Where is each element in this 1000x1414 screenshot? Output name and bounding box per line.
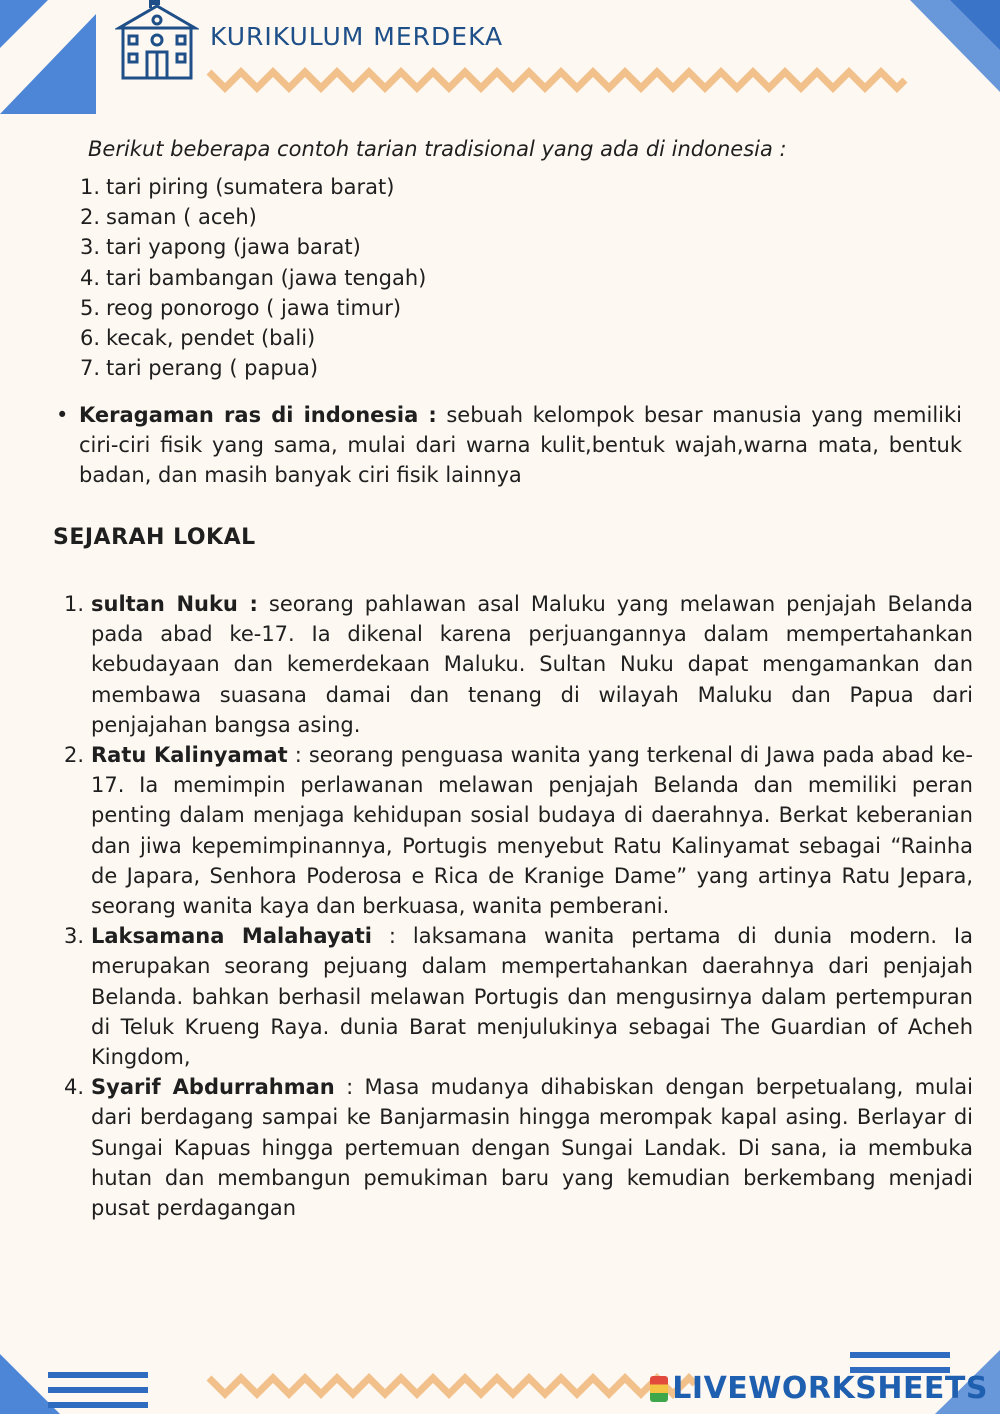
list-item: 3. tari yapong (jawa barat) [80,235,361,260]
list-item: 1. tari piring (sumatera barat) [80,175,395,199]
page-title: KURIKULUM MERDEKA [210,22,504,51]
top-zigzag-border [205,66,910,94]
list-item: 4. Syarif Abdurrahman : Masa mudanya dihabiskan dengan berpetualang, mulai dari berdagang sampai ke Banjarmasin hingga merompak kapal asing. Berlayar di Sungai Kapuas hingga pertemuan dengan Sungai Landak. Di sana, ia membuka hutan dan membangun pemukiman baru yang kemudian berkembang menjadi pusat perdagangan [64,1075,973,1221]
dance-list [80,172,426,383]
hero-description: seorang pahlawan asal Maluku yang melawan penjajah Belanda pada abad ke-17. Ia dikenal karena perjuangannya dalam mempertahankan kebudayaan dan kemerdekaan Maluku. Sultan Nuku dapat mengamankan dan membawa suasana damai dan tenang di wilayah Maluku dan Papua dari penjajahan bangsa asing. [91,592,973,737]
intro-text: Berikut beberapa contoh tarian tradisional yang ada di indonesia : [88,137,787,161]
list-item: 5. reog ponorogo ( jawa timur) [80,295,402,320]
list-item: 2. Ratu Kalinyamat : seorang penguasa wanita yang terkenal di Jawa pada abad ke-17. Ia memimpin perlawanan melawan penjajah Belanda dan memiliki peran penting dalam menjaga kehidupan sosial budaya di daerahnya. Berkat keberanian dan jiwa kepemimpinannya, Portugis menyebut Ratu Kalinyamat sebagai “Rainha de Japara, Senhora Poderosa e Rica de Kranige Dame” yang artinya Ratu Jepara, seorang wanita kaya dan berkuasa, wanita pemberani. [64,743,973,919]
hero-description: : Masa mudanya dihabiskan dengan berpetualang, mulai dari berdagang sampai ke Banjarmasin hingga merompak kapal asing. Berlayar di Sungai Kapuas hingga pertemuan dengan Sungai Landak. Di sana, ia membuka hutan dan membangun pemukiman baru yang kemudian berkembang menjadi pusat perdagangan [91,1075,973,1221]
list-item: 6. kecak, pendet (bali) [80,325,316,350]
sejarah-list [64,589,973,1223]
list-item: 1. sultan Nuku : seorang pahlawan asal Maluku yang melawan penjajah Belanda pada abad ke-17. Ia dikenal karena perjuangannya dalam mempertahankan kebudayaan dan kemerdekaan Maluku. Sultan Nuku dapat mengamankan dan membawa suasana damai dan tenang di wilayah Maluku dan Papua dari penjajahan bangsa asing. [64,592,973,737]
hero-name: sultan Nuku : [91,592,258,616]
bullet: • [56,403,69,427]
section-heading: SEJARAH LOKAL [53,525,256,550]
hero-name: Ratu Kalinyamat [91,743,288,768]
hero-name: Syarif Abdurrahman [91,1075,335,1100]
ras-definition: sebuah kelompok besar manusia yang memiliki ciri-ciri fisik yang sama, mulai dari warna kulit,bentuk wajah,warna mata, bentuk badan, dan masih banyak ciri fisik lainnya [79,403,963,487]
top-left-corner-decoration [0,0,100,115]
liveworksheets-logo-icon [650,1376,668,1402]
liveworksheets-watermark [650,1371,988,1406]
list-item: 2. saman ( aceh) [80,205,257,230]
hero-description: : laksamana wanita pertama di dunia modern. Ia merupakan seorang pejuang dalam mempertahankan daerahnya dari penjajah Belanda. bahkan berhasil melawan Portugis dan mengusirnya dalam pertempuran di Teluk Krueng Raya. dunia Barat menjulukinya sebagai The Guardian of Acheh Kingdom, [91,924,973,1070]
school-building-icon [115,0,199,82]
top-right-corner-decoration [910,0,1000,115]
bottom-left-stripes [48,1372,152,1414]
hero-description: : seorang penguasa wanita yang terkenal di Jawa pada abad ke-17. Ia memimpin perlawanan melawan penjajah Belanda dan memiliki peran penting dalam menjaga kehidupan sosial budaya di daerahnya. Berkat keberanian dan jiwa kepemimpinannya, Portugis menyebut Ratu Kalinyamat sebagai “Rainha de Japara, Senhora Poderosa e Rica de Kranige Dame” yang artinya Ratu Jepara, seorang wanita kaya dan berkuasa, wanita pemberani. [91,743,973,919]
hero-name: Laksamana Malahayati [91,924,372,949]
watermark-text: LIVEWORKSHEETS [672,1371,988,1406]
ras-term: Keragaman ras di indonesia : [79,403,437,427]
list-item: 7. tari perang ( papua) [80,356,319,381]
list-item: 3. Laksamana Malahayati : laksamana wanita pertama di dunia modern. Ia merupakan seorang pejuang dalam mempertahankan daerahnya dari penjajah Belanda. bahkan berhasil melawan Portugis dan mengusirnya dalam pertempuran di Teluk Krueng Raya. dunia Barat menjulukinya sebagai The Guardian of Acheh Kingdom, [64,924,973,1070]
list-item: 4. tari bambangan (jawa tengah) [80,265,427,290]
bottom-zigzag-border [205,1372,700,1400]
ras-paragraph [56,400,962,490]
